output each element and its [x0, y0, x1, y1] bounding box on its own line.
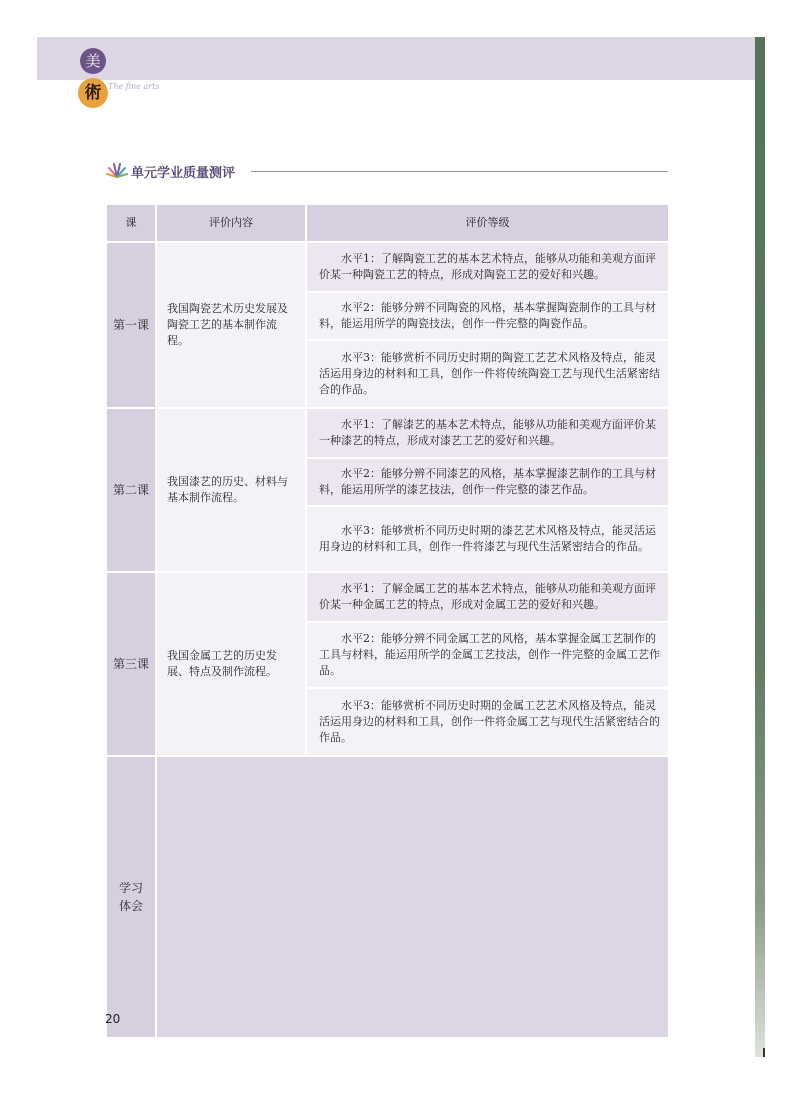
section-rule [251, 171, 668, 172]
level-cell: 水平3：能够赏析不同历史时期的金属工艺艺术风格及特点，能灵活运用身边的材料和工具，创作一件将金属工艺与现代生活紧密结合的作品。 [306, 688, 669, 756]
level-cell: 水平2：能够分辨不同陶瓷的风格，基本掌握陶瓷制作的工具与材料，能运用所学的陶瓷技法，创作一件完整的陶瓷作品。 [306, 292, 669, 340]
section-title: 单元学业质量测评 [131, 166, 236, 181]
experience-label-text: 学习体会 [118, 881, 143, 913]
fine-arts-logo [78, 48, 108, 112]
logo-top-char: 美 [80, 48, 106, 74]
assessment-table [105, 203, 670, 1039]
table-header-row [106, 204, 669, 242]
header-lesson: 课 [106, 204, 156, 242]
header-level: 评价等级 [306, 204, 669, 242]
section-heading [105, 160, 668, 184]
table-row [106, 408, 669, 458]
table-row [106, 242, 669, 292]
page-number: 20 [105, 1012, 121, 1026]
content-cell: 我国漆艺的历史、材料与基本制作流程。 [156, 408, 306, 572]
logo-bottom-char: 術 [78, 78, 108, 108]
right-edge-tick [763, 1048, 765, 1057]
header-band [37, 37, 755, 80]
content-cell: 我国金属工艺的历史发展、特点及制作流程。 [156, 572, 306, 756]
level-cell: 水平3：能够赏析不同历史时期的漆艺艺术风格及特点，能灵活运用身边的材料和工具，创作一件将漆艺与现代生活紧密结合的作品。 [306, 506, 669, 572]
header-subtitle: The fine arts [108, 82, 160, 91]
level-cell: 水平2：能够分辨不同漆艺的风格，基本掌握漆艺制作的工具与材料，能运用所学的漆艺技法，创作一件完整的漆艺作品。 [306, 458, 669, 506]
experience-label [106, 756, 156, 1038]
experience-row [106, 756, 669, 1038]
content-cell: 我国陶瓷艺术历史发展及陶瓷工艺的基本制作流程。 [156, 242, 306, 408]
lesson-cell: 第一课 [106, 242, 156, 408]
level-cell: 水平3：能够赏析不同历史时期的陶瓷工艺艺术风格及特点，能灵活运用身边的材料和工具，创作一件将传统陶瓷工艺与现代生活紧密结合的作品。 [306, 340, 669, 408]
level-cell: 水平1：了解金属工艺的基本艺术特点，能够从功能和美观方面评价某一种金属工艺的特点，形成对金属工艺的爱好和兴趣。 [306, 572, 669, 622]
level-cell: 水平1：了解漆艺的基本艺术特点，能够从功能和美观方面评价某一种漆艺的特点，形成对漆艺工艺的爱好和兴趣。 [306, 408, 669, 458]
level-cell: 水平1：了解陶瓷工艺的基本艺术特点，能够从功能和美观方面评价某一种陶瓷工艺的特点，形成对陶瓷工艺的爱好和兴趣。 [306, 242, 669, 292]
lesson-cell: 第二课 [106, 408, 156, 572]
level-cell: 水平2：能够分辨不同金属工艺的风格，基本掌握金属工艺制作的工具与材料，能运用所学的金属工艺技法，创作一件完整的金属工艺作品。 [306, 622, 669, 688]
right-edge-stripe [755, 37, 765, 1057]
table-row [106, 572, 669, 622]
experience-area [156, 756, 669, 1038]
header-content: 评价内容 [156, 204, 306, 242]
lesson-cell: 第三课 [106, 572, 156, 756]
fan-icon [105, 162, 129, 178]
